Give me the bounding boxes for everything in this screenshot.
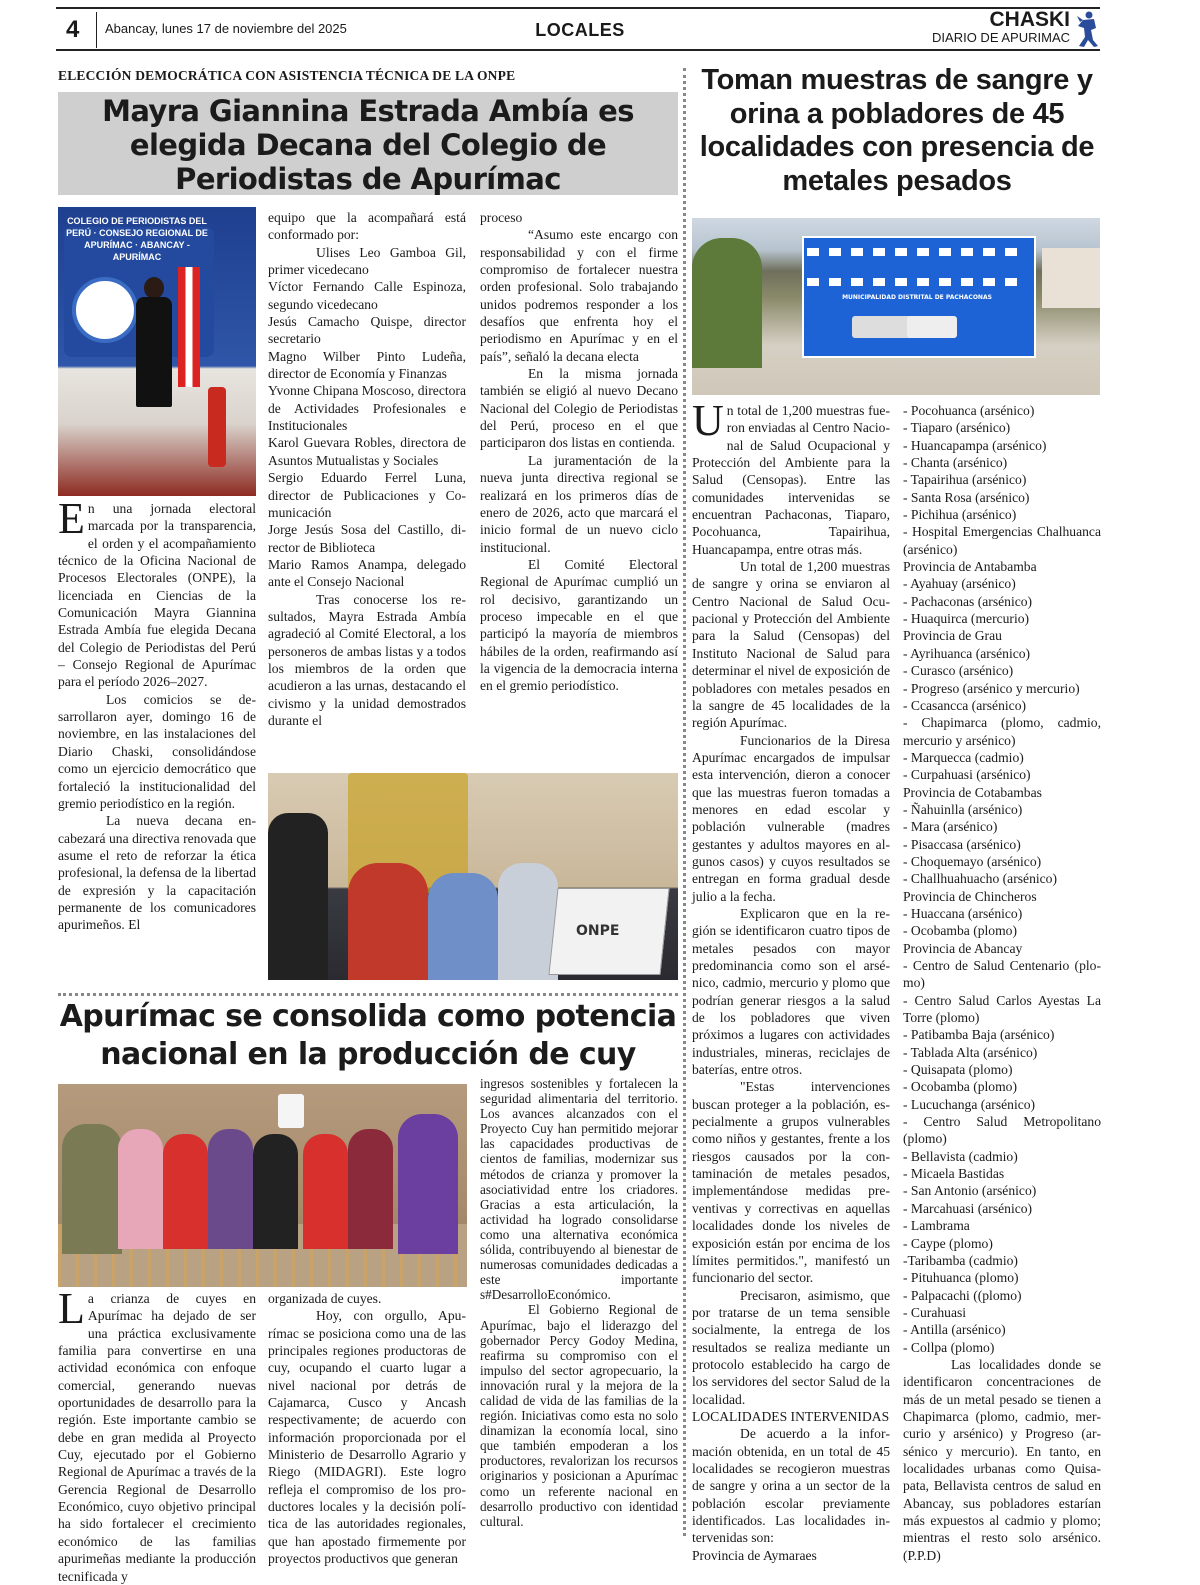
- photo-juramento-onpe: [268, 773, 678, 980]
- locality-list-item: - Ayahuay (arsénico): [903, 576, 1016, 592]
- masthead: [932, 9, 1070, 45]
- building-sign: MUNICIPALIDAD DISTRITAL DE PACHACONAS: [842, 294, 992, 301]
- locality-list-item: - Challhuahuacho (arsénico): [903, 871, 1057, 887]
- text-column-metales-1: [692, 396, 890, 1564]
- locality-list-item: - Marquecca (cadmio): [903, 749, 1024, 765]
- article-paragraph: Tras conocerse los resultados, Mayra Estrada Ambía agradeció al Comité Electoral, a los personeros de ambas listas y a todos los miembros de la orden que acudieron a las urnas, destacando el civismo y la unidad demostrados durante el: [268, 591, 466, 728]
- locality-list-item: - Pachaconas (arsénico): [903, 593, 1033, 609]
- locality-list-item: - Huancapampa (arsénico): [903, 437, 1047, 453]
- locality-list-item: - Marcahuasi (arsénico): [903, 1200, 1033, 1216]
- board-member-item: Jesús Camacho Quispe, director secretario: [268, 314, 466, 347]
- text-column-cuy-2: [268, 1290, 466, 1568]
- locality-list-item: Provincia de Abancay: [903, 940, 1023, 956]
- locality-list-item: - Pituhuanca (plomo): [903, 1270, 1019, 1286]
- section-divider-horizontal: [58, 993, 678, 996]
- header-divider: [96, 12, 97, 48]
- article-paragraph: Provincia de Aymaraes: [692, 1547, 817, 1563]
- article-paragraph: El Comité Electoral Regional de Apurímac cumplió un rol decisivo, garantizando un proceso impecable en el que participó la mayoría de miembros hábiles de la orden, reafirmando así la vigencia de la democracia interna en el gremio periodístico.: [480, 556, 678, 694]
- board-member-item: Karol Guevara Robles, directora de Asuntos Mutualistas y Sociales: [268, 435, 466, 468]
- locality-list-item: - Pichihua (arsénico): [903, 507, 1017, 523]
- locality-list-item: - Centro Salud Carlos Ayestas La Torre (plomo): [903, 992, 1101, 1026]
- article-headline-metales: Toman muestras de sangre y orina a pobladores de 45 localidades con presencia de metales pesados: [699, 64, 1095, 197]
- locality-list-item: - Curahuasi: [903, 1304, 967, 1320]
- locality-list-item: Provincia de Chincheros: [903, 888, 1037, 904]
- article-paragraph: "Estas intervenciones buscan proteger a la población, especialmente a grupos vulnerables como niños y gestantes, frente a los riesgos causados por la contaminación de metales pesados, implementándose medidas preventivas y correctivas en aquellas localidades donde los niveles de exposición están por encima de los límites permitidos.", manifestó un funcionario del sector.: [692, 1079, 890, 1286]
- locality-list-item: - Pocohuanca (arsénico): [903, 403, 1035, 418]
- photo-banner-text: COLEGIO DE PERIODISTAS DEL PERÚ · CONSEJO REGIONAL DE APURÍMAC · ABANCAY - APURÍMAC: [66, 216, 208, 262]
- page-number: 4: [66, 16, 80, 43]
- board-member-item: Mario Ramos Anampa, delegado ante el Consejo Nacional: [268, 556, 466, 590]
- section-title: LOCALES: [535, 20, 625, 40]
- article-paragraph: La nueva decana encabezará una directiva renovada que asume el reto de reforzar la ética profesional, la defensa de la libertad de expresión y la capacitación permanente de los comunicadores apurimeños. El: [58, 813, 256, 933]
- photo-decana: [58, 207, 256, 496]
- issue-date: Abancay, lunes 17 de noviembre del 2025: [105, 21, 347, 36]
- locality-list-item: - Hospital Emergencias Chalhuanca (arsénico): [903, 524, 1101, 557]
- board-member-item: Víctor Fernando Calle Espinoza, segundo vicedecano: [268, 279, 466, 312]
- photo-criadores-cuy: [58, 1084, 467, 1287]
- article-kicker: ELECCIÓN DEMOCRÁTICA CON ASISTENCIA TÉCNICA DE LA ONPE: [58, 68, 516, 83]
- locality-list-item: - Antilla (arsénico): [903, 1322, 1006, 1338]
- photo-municipalidad-pachaconas: [692, 218, 1100, 395]
- locality-list-item: -Taribamba (cadmio): [903, 1252, 1018, 1268]
- article-paragraph: Un total de 1,200 muestras de sangre y orina se enviaron al Centro Nacional de Salud Ocupacional y Protección del Ambiente para la Salud (Censopas) del Instituto Nacional de Salud para determinar el nivel de exposición de pobladores con metales pesados en la sangre de 45 localidades de la región Apurímac.: [692, 559, 890, 731]
- locality-list-item: - Santa Rosa (arsénico): [903, 489, 1030, 505]
- text-column-cuy-1: [58, 1284, 256, 1585]
- locality-list-item: - Centro Salud Metropolitano (plomo): [903, 1114, 1101, 1147]
- text-column-metales-2: [903, 402, 1101, 1564]
- locality-list-item: - Curpahuasi (arsénico): [903, 767, 1031, 783]
- locality-list-item: - Mara (arsénico): [903, 819, 998, 835]
- locality-list-item: - Huaccana (arsénico): [903, 905, 1023, 921]
- locality-list-item: - Curasco (arsénico): [903, 663, 1014, 679]
- article-paragraph: equipo que la acompañará está conformado por:: [268, 210, 466, 243]
- locality-list-item: - Caype (plomo): [903, 1235, 993, 1251]
- brand-subtitle: DIARIO DE APURIMAC: [932, 30, 1070, 45]
- article-paragraph: Funcionarios de la Diresa Apurímac encargados de impulsar esta intervención, dieron a conocer que las muestras fueron tomadas a menores en edad escolar y población vulnerable (madres gestantes y adultos mayores en algunos casos) y cuyos resultados se entregan en forma gradual desde julio a la fecha.: [692, 732, 890, 904]
- locality-list-item: - Tiaparo (arsénico): [903, 420, 1011, 436]
- locality-list-item: Provincia de Antabamba: [903, 559, 1037, 575]
- article-paragraph: La juramentación de la nueva junta directiva regional se realizará en los primeros días de enero de 2026, acto que marcará el inicio formal de un nuevo ciclo institucional.: [480, 452, 678, 555]
- article-paragraph: De acuerdo a la información obtenida, en un total de 45 localidades se recogieron muestras de sangre y orina a un sector de la población escolar previamente identificados. Las localidades intervenidas son:: [692, 1426, 890, 1546]
- locality-list-item: - Chanta (arsénico): [903, 455, 1008, 471]
- locality-list-item: - Collpa (plomo): [903, 1339, 995, 1355]
- article-paragraph: LOCALIDADES INTERVENIDAS: [692, 1408, 890, 1424]
- locality-list-item: - Quisapata (plomo): [903, 1062, 1013, 1078]
- article-paragraph: El Gobierno Regional de Apurímac, bajo el liderazgo del gobernador Percy Godoy Medina, reafirma su compromiso con el impulso del sector agropecuario, la innovación rural y la mejora de la calidad de vida de las familias de la región. Iniciativas como esta no solo dinamizan la economía local, sino que también empoderan a los productores, revalorizan los recursos originarios y posicionan a Apurímac como un referente nacional en desarrollo productivo con identidad cultural.: [480, 1302, 678, 1529]
- article-paragraph: Un total de 1,200 muestras fueron enviadas al Centro Nacional de Salud Ocupacional y Protección del Ambiente para la Salud (Censopas). Entre las comunidades intervenidas se encuentran Pachaconas, Tiaparo, Pocohuanca, Tapairihua, Huancapampa, entre otras más.: [692, 396, 890, 557]
- locality-list-item: - Chapimarca (plomo, cadmio, mercurio y arsénico): [903, 715, 1101, 748]
- locality-list-item: - Ñahuinlla (arsénico): [903, 801, 1023, 817]
- locality-list-item: - Centro de Salud Centenario (plomo): [903, 958, 1101, 991]
- locality-list-item: - Ayrihuanca (arsénico): [903, 645, 1031, 661]
- board-member-item: Magno Wilber Pinto Ludeña, director de Economía y Finanzas: [268, 348, 466, 382]
- article-headline-decana: Mayra Giannina Estrada Ambía es elegida Decana del Colegio de Periodistas de Apurímac: [102, 94, 634, 196]
- article-paragraph: En una jornada electoral marcada por la transparencia, el orden y el acompañamiento técnico de la Oficina Nacional de Procesos Electorales (ONPE), la licenciada en Ciencias de la Comunicación Mayra Giannina Estrada Ambía fue elegida Decana del Colegio de Periodistas del Perú – Consejo Regional de Apurímac para el período 2026–2027.: [58, 494, 256, 690]
- header-bottom-rule: [56, 49, 1100, 51]
- locality-list-item: - Ocobamba (plomo): [903, 923, 1018, 939]
- text-column-3: [480, 209, 678, 695]
- article-paragraph: Las localidades donde se identificaron concentraciones de más de un metal pesado se tienen a Chapimarca (plomo, cadmio, mercurio y arsénico) y Progreso (arsénico y mercurio). En tanto, en localidades urbanas como Quisapata, Bellavista centros de salud en Abancay, sus pobladores estarían más expuestos al cadmio y plomo; mientras el resto solo arsénico. (P.P.D): [903, 1356, 1101, 1563]
- locality-list-item: - Progreso (arsénico y mercurio): [903, 680, 1080, 696]
- locality-list-item: - Patibamba Baja (arsénico): [903, 1027, 1055, 1043]
- article-paragraph: Hoy, con orgullo, Apurímac se posiciona como una de las principales regiones productoras de cuy, ocupando el cuarto lugar a nivel nacional por detrás de Cajamarca, Cusco y Ancash respectivamente; de acuerdo con información proporcionada por el Ministerio de Desarrollo Agrario y Riego (MIDAGRI). Este logro refleja el compromiso de los productores locales y la decisión política de las autoridades regionales, que han apostado firmemente por proyectos productivos que generan: [268, 1308, 466, 1567]
- brand-name: CHASKI: [989, 8, 1070, 31]
- locality-list-item: - Tablada Alta (arsénico): [903, 1044, 1038, 1060]
- article-paragraph: “Asumo este encargo con responsabilidad y con el firme compromiso de fortalecer nuestra orden profesional. Solo trabajando unidos podremos responder a los desafíos que enfrenta hoy el periodismo en Apurímac y en el país”, señaló la decana electa: [480, 227, 678, 364]
- locality-list-item: - Huaquirca (mercurio): [903, 611, 1030, 627]
- locality-list-item: - Micaela Bastidas: [903, 1166, 1005, 1182]
- locality-list-item: Provincia de Grau: [903, 628, 1002, 644]
- locality-list-item: - Bellavista (cadmio): [903, 1148, 1018, 1164]
- article-paragraph: ingresos sostenibles y fortalecen la seguridad alimentaria del territorio. Los avances alcanzados con el Proyecto Cuy han permitido mejorar las capacidades productivas de cientos de familias, modernizar sus métodos de crianza y promover la asociatividad entre los criadores. Gracias a esta articulación, la actividad ha logrado consolidarse como una alternativa económica sólida, contribuyendo al bienestar de numerosas comunidades dedicadas a este importante s#DesarrolloEconómico.: [480, 1076, 678, 1303]
- article-paragraph: Explicaron que en la región se identificaron cuatro tipos de metales pesados con mayor predominancia como son el arsénico, cadmio, mercurio y plomo que podrían generar riesgos a la salud de los pobladores que viven próximos a lugares con actividades industriales, mineras, reciclajes de baterías, entre otros.: [692, 905, 890, 1078]
- locality-list-item: - San Antonio (arsénico): [903, 1183, 1037, 1199]
- article-paragraph: En la misma jornada también se eligió al nuevo Decano Nacional del Colegio de Periodistas del Perú, proceso en el que participaron dos listas en contienda.: [480, 366, 678, 451]
- locality-list-item: Provincia de Cotabambas: [903, 784, 1042, 800]
- locality-list-item: - Ocobamba (plomo): [903, 1079, 1018, 1095]
- locality-list-item: - Lambrama: [903, 1218, 970, 1234]
- locality-list-item: - Choquemayo (arsénico): [903, 853, 1042, 869]
- locality-list-item: - Pisaccasa (arsénico): [903, 836, 1021, 852]
- article-paragraph: organizada de cuyes.: [268, 1291, 382, 1306]
- locality-list-item: - Palpacachi ((plomo): [903, 1287, 1022, 1303]
- onpe-box-label: ONPE: [576, 923, 620, 939]
- article-paragraph: Precisaron, asimismo, que por tratarse de un tema sensible socialmente, la entrega de los resultados se realiza mediante un protocolo establecido ha cargo de los servidores del sector Salud de la localidad.: [692, 1287, 890, 1407]
- article-paragraph: proceso: [480, 210, 523, 225]
- article-headline-cuy: Apurímac se consolida como potencia nacional en la producción de cuy: [59, 999, 677, 1072]
- text-column-cuy-3: [480, 1076, 678, 1529]
- locality-list-item: - Ccasancca (arsénico): [903, 697, 1027, 713]
- board-member-item: Ulises Leo Gamboa Gil, primer vicedecano: [268, 244, 466, 278]
- locality-list-item: - Tapairihua (arsénico): [903, 472, 1027, 488]
- board-member-item: Jorge Jesús Sosa del Castillo, director de Biblioteca: [268, 522, 466, 555]
- column-divider-vertical: [683, 68, 686, 1536]
- article-paragraph: Los comicios se desarrollaron ayer, domingo 16 de noviembre, en las instalaciones del Diario Chaski, consolidándose como un ejercicio democrático que fortaleció la institucionalidad del gremio periodístico en la región.: [58, 691, 256, 811]
- text-column-2: [268, 209, 466, 729]
- article-paragraph: La crianza de cuyes en Apurímac ha dejado de ser una práctica exclusivamente familia para convertirse en una actividad económica con enfoque comercial, generando nuevas oportunidades de desarrollo para la región. Este importante cambio se debe en gran medida al Proyecto Cuy, ejecutado por el Gobierno Regional de Apurímac a través de la Gerencia Regional de Desarrollo Económico, cuyo objetivo principal ha sido fortalecer el crecimiento económico de las familias apurimeñas mediante la producción tecnificada y: [58, 1284, 256, 1584]
- chaski-runner-logo-icon: [1074, 10, 1100, 48]
- locality-list-item: - Lucuchanga (arsénico): [903, 1096, 1036, 1112]
- board-member-item: Yvonne Chipana Moscoso, directora de Actividades Profesionales e Institucionales: [268, 383, 466, 434]
- board-member-item: Sergio Eduardo Ferrel Luna, director de Publicaciones y Comunicación: [268, 470, 466, 520]
- text-column-1: [58, 494, 256, 934]
